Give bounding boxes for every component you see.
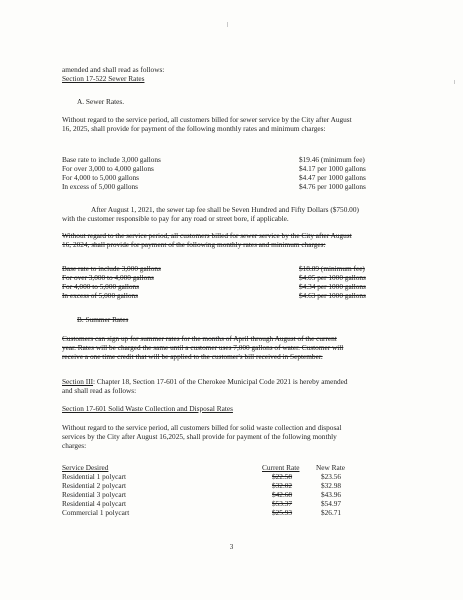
solid-waste-paragraph-line: charges:: [62, 441, 87, 450]
solid-waste-paragraph-line: services by the City after August 16,2025, shall provide for payment of the following monthly: [62, 432, 337, 441]
new-rate-cell: $54.97: [321, 499, 342, 508]
struck-paragraph-line: 16, 2024, shall provide for payment of the following monthly rates and minimum charges:: [62, 240, 326, 249]
column-header-new-rate: New Rate: [316, 463, 345, 472]
service-cell: Residential 2 polycart: [62, 481, 127, 490]
struck-rate-value: $4.05 per 1000 gallons: [299, 273, 366, 282]
section-three-line: and shall read as follows:: [62, 386, 137, 395]
current-rate-cell: $22.58: [272, 472, 293, 481]
service-cell: Residential 3 polycart: [62, 490, 127, 499]
column-header-service: Service Desired: [62, 463, 109, 472]
sewer-heading: A. Sewer Rates.: [77, 97, 125, 106]
section-three-text: : Chapter 18, Section 17-601 of the Cherokee Municipal Code 2021 is hereby amended: [93, 377, 348, 386]
struck-rate-value: $18.89 (minimum fee): [299, 264, 365, 273]
rate-label: For 4,000 to 5,000 gallons: [62, 173, 140, 182]
new-rate-cell: $43.96: [321, 490, 342, 499]
struck-rate-label: For over 3,000 to 4,000 gallons: [62, 273, 154, 282]
solid-waste-paragraph-line: Without regard to the service period, all customers billed for solid waste collection and disposal: [62, 423, 342, 432]
new-rate-cell: $23.56: [321, 472, 342, 481]
current-rate-cell: $25.93: [272, 508, 293, 517]
current-rate-cell: $32.02: [272, 481, 293, 490]
struck-paragraph-line: Without regard to the service period, all customers billed for sewer service by the City after August: [62, 231, 352, 240]
rate-value: $4.17 per 1000 gallons: [299, 164, 366, 173]
tap-fee-line: After August 1, 2021, the sewer tap fee shall be Seven Hundred and Fifty Dollars ($750.00): [91, 205, 359, 214]
struck-rate-label: Base rate to include 3,000 gallons: [62, 264, 161, 273]
current-rate-cell: $53.37: [272, 499, 293, 508]
column-header-current-rate: Current Rate: [262, 463, 300, 472]
struck-rate-value: $4.63 per 1000 gallons: [299, 291, 366, 300]
rate-value: $19.46 (minimum fee): [299, 155, 365, 164]
summer-rates-line: receive a one time credit that will be applied to the customer's bill received in September.: [62, 352, 323, 361]
rate-label: In excess of 5,000 gallons: [62, 182, 138, 191]
current-rate-cell: $42.68: [272, 490, 293, 499]
rate-label: For over 3,000 to 4,000 gallons: [62, 164, 154, 173]
summer-rates-heading: B. Summer Rates: [77, 315, 129, 324]
section-heading-sewer-rates: Section 17-522 Sewer Rates: [62, 74, 145, 83]
sewer-paragraph-line: 16, 2025, shall provide for payment of the following monthly rates and minimum charges:: [62, 124, 326, 133]
rate-value: $4.76 per 1000 gallons: [299, 182, 366, 191]
intro-line: amended and shall read as follows:: [62, 65, 165, 74]
summer-rates-line: year. Rates will be charged the same until a customer uses 7,000 gallons of water. Customer will: [62, 343, 344, 352]
struck-rate-label: In excess of 5,000 gallons: [62, 291, 138, 300]
scan-mark: [227, 22, 228, 27]
service-cell: Residential 1 polycart: [62, 472, 127, 481]
struck-rate-value: $4.34 per 1000 gallons: [299, 282, 366, 291]
page-number: 3: [229, 543, 234, 551]
section-three-line: [62, 377, 348, 386]
service-cell: Commercial 1 polycart: [62, 508, 130, 517]
struck-rate-label: For 4,000 to 5,000 gallons: [62, 282, 140, 291]
new-rate-cell: $26.71: [321, 508, 342, 517]
rate-value: $4.47 per 1000 gallons: [299, 173, 366, 182]
sewer-paragraph-line: Without regard to the service period, all customers billed for sewer service by the City after August: [62, 115, 352, 124]
section-three-label: Section III: [62, 377, 94, 386]
tap-fee-line: with the customer responsible to pay for any road or street bore, if applicable.: [62, 214, 289, 223]
service-cell: Residential 4 polycart: [62, 499, 127, 508]
solid-waste-heading: Section 17-601 Solid Waste Collection and Disposal Rates: [62, 404, 233, 413]
scan-mark: [454, 80, 455, 84]
rate-label: Base rate to include 3,000 gallons: [62, 155, 161, 164]
new-rate-cell: $32.98: [321, 481, 342, 490]
summer-rates-line: Customers can sign up for summer rates for the months of April through August of the current: [62, 334, 337, 343]
